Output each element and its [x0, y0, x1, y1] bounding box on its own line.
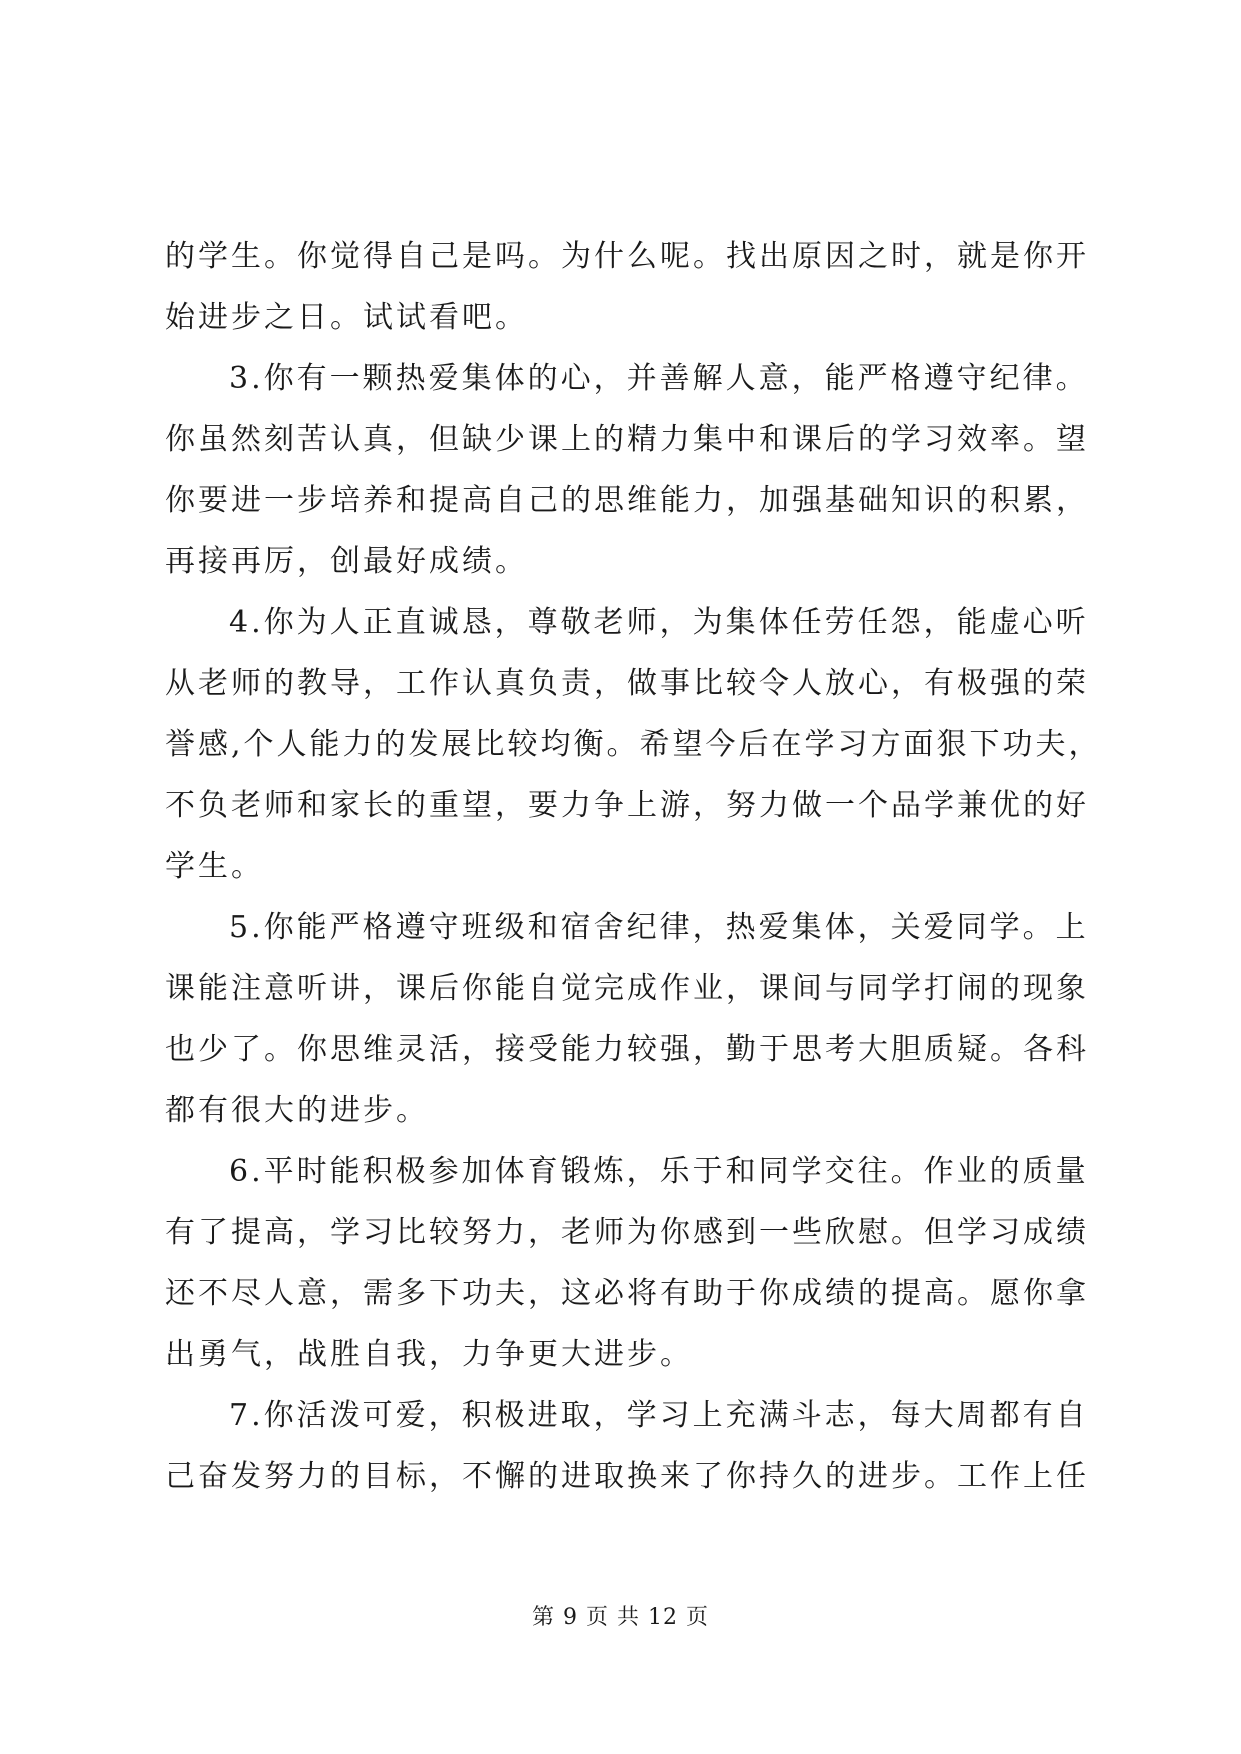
- text-line: 的学生。你觉得自己是吗。为什么呢。找出原因之时，就是你开: [165, 239, 1089, 274]
- text-line: 有了提高，学习比较努力，老师为你感到一些欣慰。但学习成绩: [165, 1215, 1089, 1250]
- page-footer: 第 9 页 共 12 页: [532, 1605, 709, 1630]
- text-line: 也少了。你思维灵活，接受能力较强，勤于思考大胆质疑。各科: [165, 1032, 1089, 1067]
- document-body: [165, 226, 1102, 1507]
- text-line: 再接再厉，创最好成绩。: [165, 544, 528, 579]
- text-line: 始进步之日。试试看吧。: [165, 300, 528, 335]
- text-line: 誉感,个人能力的发展比较均衡。希望今后在学习方面狠下功夫，: [165, 727, 1102, 762]
- text-line: 出勇气，战胜自我，力争更大进步。: [165, 1337, 693, 1372]
- text-line: 你要进一步培养和提高自己的思维能力，加强基础知识的积累，: [165, 483, 1089, 518]
- text-line: 3.你有一颗热爱集体的心，并善解人意，能严格遵守纪律。: [229, 361, 1089, 396]
- text-line: 6.平时能积极参加体育锻炼，乐于和同学交往。作业的质量: [229, 1154, 1089, 1189]
- text-line: 课能注意听讲，课后你能自觉完成作业，课间与同学打闹的现象: [165, 971, 1089, 1006]
- text-line: 还不尽人意，需多下功夫，这必将有助于你成绩的提高。愿你拿: [165, 1276, 1089, 1311]
- text-line: 从老师的教导，工作认真负责，做事比较令人放心，有极强的荣: [165, 666, 1089, 701]
- text-line: 都有很大的进步。: [165, 1093, 429, 1128]
- text-line: 学生。: [165, 849, 264, 884]
- text-line: 不负老师和家长的重望，要力争上游，努力做一个品学兼优的好: [165, 788, 1089, 823]
- text-line: 己奋发努力的目标，不懈的进取换来了你持久的进步。工作上任: [165, 1459, 1089, 1494]
- text-line: 4.你为人正直诚恳，尊敬老师，为集体任劳任怨，能虚心听: [229, 605, 1089, 640]
- text-line: 5.你能严格遵守班级和宿舍纪律，热爱集体，关爱同学。上: [229, 910, 1089, 945]
- text-line: 7.你活泼可爱，积极进取，学习上充满斗志，每大周都有自: [229, 1398, 1089, 1433]
- text-line: 你虽然刻苦认真，但缺少课上的精力集中和课后的学习效率。望: [165, 422, 1089, 457]
